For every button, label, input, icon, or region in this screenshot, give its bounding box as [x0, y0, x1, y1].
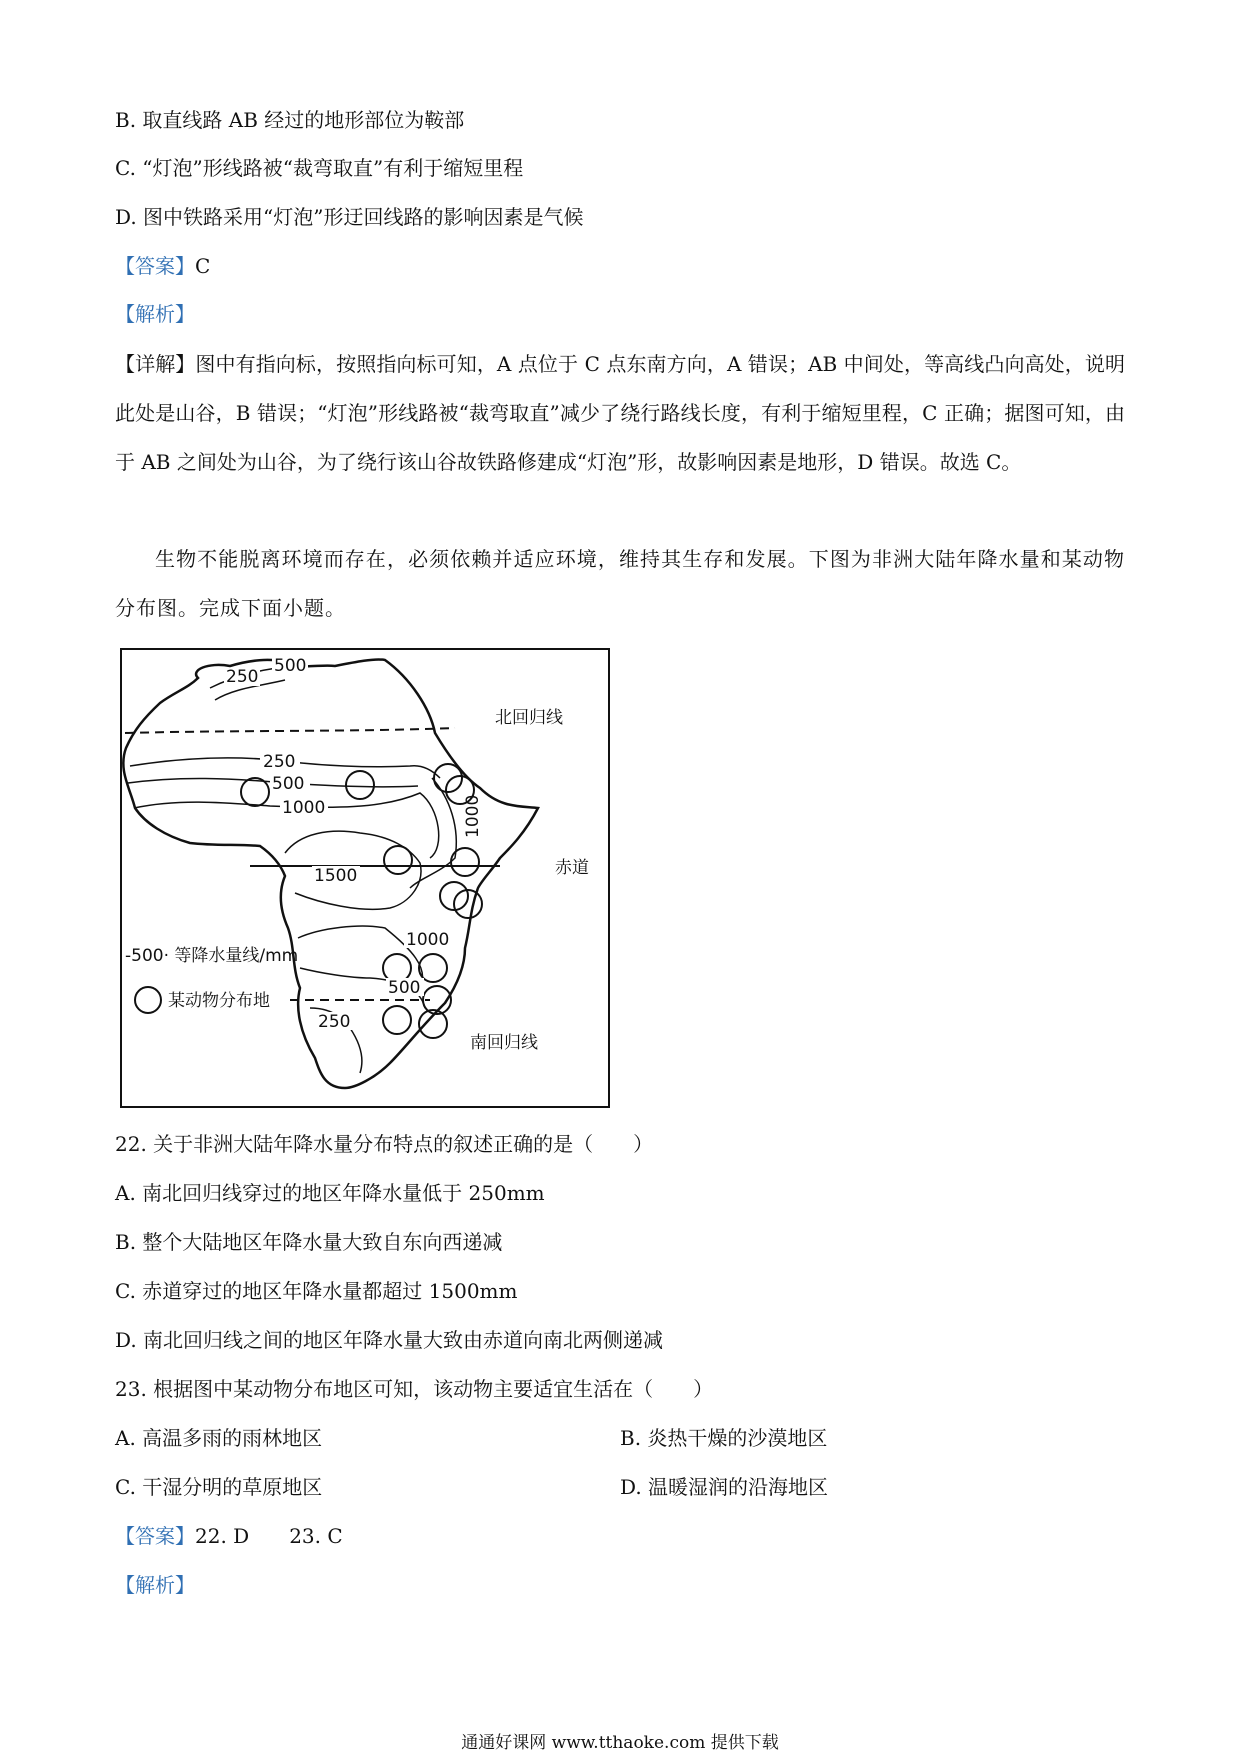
analysis-tag: 【解析】	[115, 302, 195, 326]
tropic-south-label: 南回归线	[470, 1033, 538, 1053]
isohyet-label: 250	[226, 667, 259, 687]
isohyet-label: 500	[272, 774, 305, 794]
answer-line-2	[115, 1522, 343, 1550]
answer-value: 22. D 23. C	[195, 1524, 343, 1548]
q22-option-d: D. 南北回归线之间的地区年降水量大致由赤道向南北两侧递减	[115, 1328, 664, 1352]
analysis-tag: 【解析】	[115, 1573, 195, 1597]
option-d-previous: D. 图中铁路采用“灯泡”形迂回线路的影响因素是气候	[115, 205, 584, 229]
q22-stem: 22. 关于非洲大陆年降水量分布特点的叙述正确的是（ ）	[115, 1132, 654, 1156]
isohyet-label: 250	[263, 752, 296, 772]
equator-label: 赤道	[555, 858, 589, 878]
q23-option-d: D. 温暖湿润的沿海地区	[620, 1475, 829, 1499]
isohyet-label: 500	[274, 656, 307, 676]
isohyet-label: 1500	[314, 866, 358, 886]
q22-option-b: B. 整个大陆地区年降水量大致自东向西递减	[115, 1230, 503, 1254]
q23-option-b: B. 炎热干燥的沙漠地区	[620, 1426, 828, 1450]
option-c-previous: C. “灯泡”形线路被“裁弯取直”有利于缩短里程	[115, 156, 524, 180]
isohyet-label: 500	[388, 978, 421, 998]
page-footer: 通通好课网 www.tthaoke.com 提供下载	[461, 1733, 779, 1753]
detail-tag: 【详解】	[115, 352, 196, 376]
q22-option-a: A. 南北回归线穿过的地区年降水量低于 250mm	[115, 1181, 545, 1205]
detail-paragraph	[115, 340, 1125, 487]
isohyet-label: 1000	[406, 930, 450, 950]
analysis-tag-1	[115, 300, 195, 328]
q22-option-c: C. 赤道穿过的地区年降水量都超过 1500mm	[115, 1279, 518, 1303]
legend-animal-label: 某动物分布地	[168, 991, 270, 1011]
answer-tag: 【答案】	[115, 1524, 195, 1548]
tropic-north-label: 北回归线	[495, 708, 563, 728]
africa-precipitation-map	[120, 648, 610, 1108]
isohyet-label: 1000	[282, 798, 326, 818]
option-b-previous: B. 取直线路 AB 经过的地形部位为鞍部	[115, 108, 465, 132]
intro-paragraph: 生物不能脱离环境而存在，必须依赖并适应环境，维持其生存和发展。下图为非洲大陆年降水量和某动物分布图。完成下面小题。	[115, 547, 1125, 620]
q23-option-a: A. 高温多雨的雨林地区	[115, 1426, 323, 1450]
answer-value: C	[195, 254, 211, 278]
isohyet-label: 1000	[463, 794, 483, 838]
analysis-tag-2	[115, 1571, 195, 1599]
detail-text: 图中有指向标，按照指向标可知，A 点位于 C 点东南方向，A 错误；AB 中间处，等高线凸向高处，说明此处是山谷，B 错误；“灯泡”形线路被“裁弯取直”减少了绕行路线长度，有利于缩短里程，C 正确；据图可知，由于 AB 之间处为山谷，为了绕行该山谷故铁路修建成“灯泡”形，故影响因素是地形，D 错误。故选 C。	[115, 352, 1125, 474]
answer-line-1	[115, 252, 210, 280]
legend-isohyet-label: -500· 等降水量线/mm	[125, 946, 299, 966]
q23-option-c: C. 干湿分明的草原地区	[115, 1475, 323, 1499]
answer-tag: 【答案】	[115, 254, 195, 278]
q23-stem: 23. 根据图中某动物分布地区可知，该动物主要适宜生活在（ ）	[115, 1377, 714, 1401]
isohyet-label: 250	[318, 1012, 351, 1032]
